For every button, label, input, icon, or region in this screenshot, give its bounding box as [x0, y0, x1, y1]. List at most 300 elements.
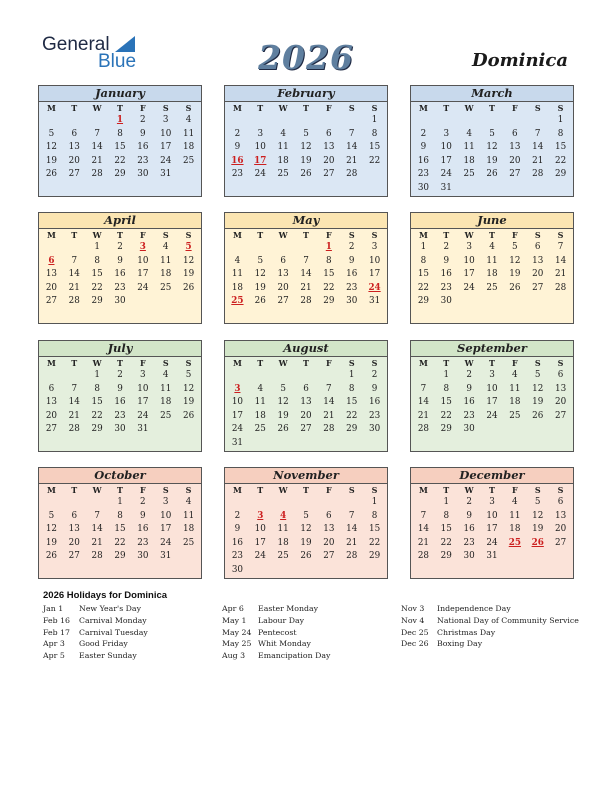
day-cell: 27: [68, 169, 80, 179]
day-cell: 3: [162, 497, 169, 507]
day-cell: 2: [420, 128, 427, 139]
day-cell: 7: [94, 128, 100, 139]
day-cell: 23: [137, 155, 149, 166]
empty-day-cell: [40, 241, 63, 255]
empty-day-cell: [40, 114, 63, 128]
day-cell: 17: [368, 269, 381, 279]
day-cell: 11: [231, 269, 244, 279]
day-cell: 17: [160, 142, 172, 152]
day-cell: 10: [137, 383, 149, 394]
day-cell: 21: [554, 269, 567, 279]
day-cell: 11: [509, 383, 521, 394]
day-cell: 4: [466, 128, 472, 139]
day-cell: 22: [368, 155, 381, 166]
holiday-day-cell: 6: [48, 255, 55, 266]
day-cell: 2: [234, 510, 241, 521]
day-cell: 8: [94, 255, 100, 266]
day-cell: 11: [182, 510, 195, 521]
day-cell: 13: [554, 510, 567, 521]
weekday-label: T: [489, 485, 495, 495]
day-cell: 30: [114, 424, 126, 434]
day-cell: 10: [486, 510, 498, 521]
holiday-day-cell: 5: [185, 242, 192, 252]
day-cell: 11: [277, 142, 289, 152]
weekday-label: T: [257, 103, 264, 113]
day-cell: 24: [486, 410, 498, 421]
day-cell: 6: [512, 128, 518, 139]
day-cell: 15: [91, 397, 103, 407]
month-august: [224, 340, 388, 452]
day-cell: 3: [140, 370, 146, 380]
day-cell: 4: [512, 370, 518, 380]
weekday-label: T: [257, 358, 264, 368]
day-cell: 26: [509, 282, 521, 293]
empty-day-cell: [86, 496, 109, 510]
weekday-label: W: [464, 485, 474, 495]
empty-day-cell: [412, 369, 435, 383]
month-march: [410, 85, 574, 197]
weekday-label: S: [534, 230, 541, 240]
weekday-label: S: [557, 485, 564, 495]
weekday-label: S: [371, 358, 378, 368]
day-cell: 5: [489, 128, 495, 139]
day-cell: 18: [182, 524, 195, 534]
day-cell: 14: [91, 524, 103, 534]
holiday-date: Dec 26: [401, 639, 429, 649]
holiday-name: Good Friday: [79, 639, 128, 649]
day-cell: 23: [368, 410, 381, 421]
month-november: [224, 467, 388, 579]
weekday-label: F: [326, 103, 332, 113]
day-cell: 27: [554, 537, 567, 548]
weekday-label: T: [117, 230, 123, 240]
day-cell: 29: [323, 296, 335, 306]
day-cell: 19: [486, 155, 498, 166]
empty-day-cell: [63, 369, 86, 383]
day-cell: 16: [137, 524, 149, 534]
day-cell: 29: [554, 169, 567, 179]
day-cell: 11: [160, 383, 172, 394]
day-cell: 17: [440, 155, 452, 166]
day-cell: 27: [509, 169, 521, 179]
weekday-label: S: [348, 358, 355, 368]
day-cell: 28: [68, 424, 80, 434]
day-cell: 9: [140, 128, 146, 139]
day-cell: 26: [182, 282, 195, 293]
holiday-name: Pentecost: [258, 627, 297, 637]
day-cell: 31: [231, 437, 244, 448]
day-cell: 19: [532, 524, 544, 534]
empty-day-cell: [503, 114, 526, 128]
empty-day-cell: [317, 114, 340, 128]
day-cell: 26: [277, 424, 289, 434]
day-cell: 12: [254, 269, 266, 279]
day-cell: 14: [346, 142, 358, 152]
day-cell: 3: [257, 128, 264, 139]
day-cell: 6: [557, 497, 564, 507]
holiday-date: Apr 6: [222, 604, 244, 613]
day-cell: 30: [114, 296, 126, 306]
empty-day-cell: [295, 114, 318, 128]
day-cell: 15: [114, 524, 126, 534]
day-cell: 15: [368, 142, 381, 152]
month-day-grid: [225, 102, 387, 182]
weekday-label: F: [326, 230, 332, 240]
empty-day-cell: [63, 114, 86, 128]
day-cell: 21: [346, 155, 358, 166]
day-cell: 23: [231, 551, 244, 561]
day-cell: 21: [91, 537, 103, 548]
day-cell: 30: [417, 182, 430, 193]
weekday-label: S: [348, 485, 355, 495]
weekday-label: T: [71, 230, 78, 240]
day-cell: 7: [420, 383, 427, 394]
day-cell: 24: [486, 537, 498, 548]
day-cell: 9: [348, 255, 355, 266]
empty-day-cell: [226, 496, 249, 510]
weekday-label: T: [489, 103, 495, 113]
day-cell: 26: [300, 551, 312, 561]
weekday-label: T: [117, 485, 123, 495]
empty-day-cell: [435, 114, 458, 128]
day-cell: 4: [185, 497, 192, 507]
day-cell: 26: [45, 551, 58, 561]
day-cell: 15: [440, 524, 452, 534]
day-cell: 17: [486, 524, 498, 534]
holiday-date: Jan 1: [43, 604, 64, 613]
day-cell: 27: [68, 551, 80, 561]
weekday-label: W: [464, 230, 474, 240]
holiday-name: Carnival Tuesday: [79, 627, 148, 637]
day-cell: 8: [117, 510, 123, 521]
weekday-label: S: [371, 103, 378, 113]
day-cell: 28: [532, 169, 544, 179]
day-cell: 14: [91, 142, 103, 152]
weekday-label: W: [278, 230, 288, 240]
day-cell: 6: [557, 370, 564, 380]
day-cell: 7: [534, 128, 541, 139]
holiday-name: Labour Day: [258, 615, 305, 625]
day-cell: 1: [420, 242, 427, 252]
day-cell: 13: [45, 397, 58, 407]
day-cell: 6: [71, 510, 78, 521]
day-cell: 10: [160, 128, 172, 139]
day-cell: 13: [300, 397, 312, 407]
day-cell: 14: [532, 142, 544, 152]
day-cell: 21: [417, 410, 430, 421]
day-cell: 6: [48, 383, 55, 394]
day-cell: 12: [182, 255, 195, 266]
empty-day-cell: [40, 496, 63, 510]
holiday-date: Feb 17: [43, 627, 70, 637]
holiday-date: May 25: [222, 639, 252, 649]
day-cell: 23: [440, 282, 452, 293]
month-title: January: [39, 86, 201, 102]
day-cell: 3: [489, 497, 495, 507]
day-cell: 30: [137, 169, 149, 179]
day-cell: 10: [231, 397, 244, 407]
empty-day-cell: [272, 369, 295, 383]
day-cell: 20: [554, 397, 567, 407]
day-cell: 21: [68, 410, 80, 421]
month-day-grid: [225, 484, 387, 577]
day-cell: 23: [346, 282, 358, 293]
day-cell: 14: [554, 255, 567, 266]
day-cell: 20: [300, 410, 312, 421]
day-cell: 13: [277, 269, 289, 279]
day-cell: 18: [463, 155, 475, 166]
holiday-date: Apr 5: [43, 651, 65, 661]
day-cell: 12: [532, 383, 544, 394]
month-title: July: [39, 341, 201, 357]
day-cell: 11: [463, 142, 475, 152]
month-day-grid: [225, 357, 387, 450]
day-cell: 20: [45, 282, 58, 293]
holiday-date: Nov 3: [401, 604, 425, 613]
day-cell: 4: [162, 370, 169, 380]
day-cell: 19: [254, 282, 266, 293]
holiday-name: National Day of Community Service: [437, 615, 579, 625]
weekday-label: S: [185, 358, 192, 368]
month-day-grid: [411, 102, 573, 195]
day-cell: 30: [346, 296, 358, 306]
day-cell: 1: [443, 370, 450, 380]
day-cell: 15: [323, 269, 335, 279]
day-cell: 29: [440, 551, 452, 561]
day-cell: 19: [45, 155, 58, 166]
day-cell: 4: [489, 242, 495, 252]
weekday-label: S: [534, 103, 541, 113]
day-cell: 28: [300, 296, 312, 306]
day-cell: 7: [303, 255, 309, 266]
day-cell: 23: [231, 169, 244, 179]
day-cell: 2: [140, 497, 146, 507]
day-cell: 17: [486, 397, 498, 407]
day-cell: 29: [440, 424, 452, 434]
day-cell: 14: [68, 269, 80, 279]
month-day-grid: [39, 484, 201, 564]
empty-day-cell: [412, 114, 435, 128]
day-cell: 13: [45, 269, 58, 279]
day-cell: 14: [417, 397, 430, 407]
weekday-label: T: [257, 230, 264, 240]
day-cell: 11: [160, 255, 172, 266]
weekday-label: T: [489, 230, 495, 240]
day-cell: 9: [234, 524, 241, 534]
day-cell: 27: [554, 410, 567, 421]
weekday-label: T: [443, 358, 450, 368]
day-cell: 23: [463, 410, 475, 421]
weekday-label: S: [162, 358, 169, 368]
country-name: Dominica: [471, 50, 568, 71]
day-cell: 21: [68, 282, 80, 293]
day-cell: 25: [182, 155, 195, 166]
day-cell: 16: [346, 269, 358, 279]
weekday-label: S: [557, 358, 564, 368]
holiday-name: Boxing Day: [437, 639, 483, 649]
day-cell: 18: [182, 142, 195, 152]
weekday-label: M: [46, 485, 56, 495]
day-cell: 24: [160, 537, 172, 548]
day-cell: 9: [140, 510, 146, 521]
holiday-day-cell: 17: [254, 155, 267, 166]
day-cell: 3: [466, 242, 472, 252]
day-cell: 12: [300, 142, 312, 152]
day-cell: 17: [137, 269, 149, 279]
day-cell: 20: [277, 282, 289, 293]
day-cell: 12: [532, 510, 544, 521]
weekday-label: T: [117, 358, 123, 368]
day-cell: 5: [512, 242, 518, 252]
day-cell: 7: [326, 383, 332, 394]
month-title: February: [225, 86, 387, 102]
day-cell: 29: [368, 551, 381, 561]
day-cell: 5: [303, 128, 309, 139]
day-cell: 31: [160, 551, 172, 561]
day-cell: 16: [440, 269, 452, 279]
day-cell: 12: [45, 524, 58, 534]
weekday-label: M: [232, 485, 242, 495]
day-cell: 10: [463, 255, 475, 266]
weekday-label: S: [185, 230, 192, 240]
day-cell: 16: [463, 397, 475, 407]
weekday-label: M: [46, 358, 56, 368]
day-cell: 10: [137, 255, 149, 266]
day-cell: 3: [443, 128, 450, 139]
day-cell: 14: [346, 524, 358, 534]
day-cell: 21: [346, 537, 358, 548]
day-cell: 1: [94, 370, 100, 380]
month-may: [224, 212, 388, 324]
day-cell: 13: [68, 142, 80, 152]
day-cell: 6: [280, 255, 286, 266]
logo-blue-text: Blue: [98, 51, 137, 72]
empty-day-cell: [226, 369, 249, 383]
weekday-label: M: [46, 103, 56, 113]
day-cell: 8: [371, 510, 378, 521]
day-cell: 19: [509, 269, 521, 279]
day-cell: 15: [91, 269, 103, 279]
weekday-label: T: [71, 485, 78, 495]
day-cell: 13: [323, 524, 335, 534]
day-cell: 28: [346, 551, 358, 561]
empty-day-cell: [272, 496, 295, 510]
weekday-label: T: [443, 485, 450, 495]
day-cell: 12: [45, 142, 58, 152]
day-cell: 27: [323, 169, 335, 179]
month-title: June: [411, 213, 573, 229]
holiday-day-cell: 3: [257, 510, 264, 521]
day-cell: 24: [463, 282, 475, 293]
holiday-date: Apr 3: [43, 639, 65, 649]
day-cell: 11: [182, 128, 195, 139]
month-day-grid: [411, 484, 573, 564]
month-title: April: [39, 213, 201, 229]
day-cell: 12: [300, 524, 312, 534]
weekday-label: M: [418, 230, 428, 240]
day-cell: 14: [68, 397, 80, 407]
day-cell: 16: [114, 269, 126, 279]
weekday-label: M: [418, 485, 428, 495]
day-cell: 25: [254, 424, 266, 434]
weekday-label: T: [303, 485, 309, 495]
holiday-name: Christmas Day: [437, 627, 496, 637]
day-cell: 5: [48, 128, 55, 139]
holiday-date: Dec 25: [401, 627, 429, 637]
day-cell: 2: [371, 370, 378, 380]
day-cell: 16: [368, 397, 381, 407]
day-cell: 7: [348, 128, 355, 139]
day-cell: 25: [182, 537, 195, 548]
day-cell: 7: [348, 510, 355, 521]
day-cell: 23: [137, 537, 149, 548]
weekday-label: M: [46, 230, 56, 240]
day-cell: 5: [48, 510, 55, 521]
day-cell: 13: [509, 142, 521, 152]
day-cell: 24: [137, 282, 149, 293]
day-cell: 26: [532, 410, 544, 421]
day-cell: 30: [463, 424, 475, 434]
day-cell: 28: [68, 296, 80, 306]
weekday-label: M: [232, 358, 242, 368]
empty-day-cell: [526, 114, 549, 128]
day-cell: 26: [182, 410, 195, 421]
month-february: [224, 85, 388, 197]
weekday-label: W: [464, 103, 474, 113]
day-cell: 2: [117, 370, 123, 380]
weekday-label: F: [512, 485, 518, 495]
weekday-label: W: [92, 358, 102, 368]
day-cell: 1: [371, 497, 378, 507]
weekday-label: T: [117, 103, 123, 113]
day-cell: 7: [71, 383, 78, 394]
day-cell: 1: [443, 497, 450, 507]
month-july: [38, 340, 202, 452]
day-cell: 23: [114, 410, 126, 421]
holiday-day-cell: 3: [139, 242, 146, 252]
weekday-label: W: [92, 230, 102, 240]
day-cell: 12: [182, 383, 195, 394]
empty-day-cell: [249, 496, 272, 510]
day-cell: 29: [114, 169, 126, 179]
weekday-label: M: [232, 230, 242, 240]
holiday-day-cell: 1: [325, 242, 332, 252]
holiday-date: May 1: [222, 615, 247, 625]
day-cell: 22: [554, 155, 567, 166]
day-cell: 4: [512, 497, 518, 507]
day-cell: 2: [443, 242, 450, 252]
day-cell: 28: [554, 282, 567, 293]
weekday-label: S: [371, 485, 378, 495]
day-cell: 31: [440, 182, 452, 193]
day-cell: 2: [348, 242, 355, 252]
weekday-label: S: [185, 485, 192, 495]
day-cell: 29: [114, 551, 126, 561]
day-cell: 19: [277, 410, 289, 421]
day-cell: 21: [323, 410, 335, 421]
day-cell: 22: [114, 155, 126, 166]
day-cell: 15: [346, 397, 358, 407]
day-cell: 29: [417, 296, 430, 306]
holiday-date: Feb 16: [43, 615, 70, 625]
day-cell: 23: [463, 537, 475, 548]
day-cell: 9: [117, 255, 123, 266]
day-cell: 9: [466, 510, 472, 521]
month-december: [410, 467, 574, 579]
weekday-label: M: [418, 103, 428, 113]
holiday-date: Nov 4: [401, 615, 425, 625]
day-cell: 30: [440, 296, 452, 306]
